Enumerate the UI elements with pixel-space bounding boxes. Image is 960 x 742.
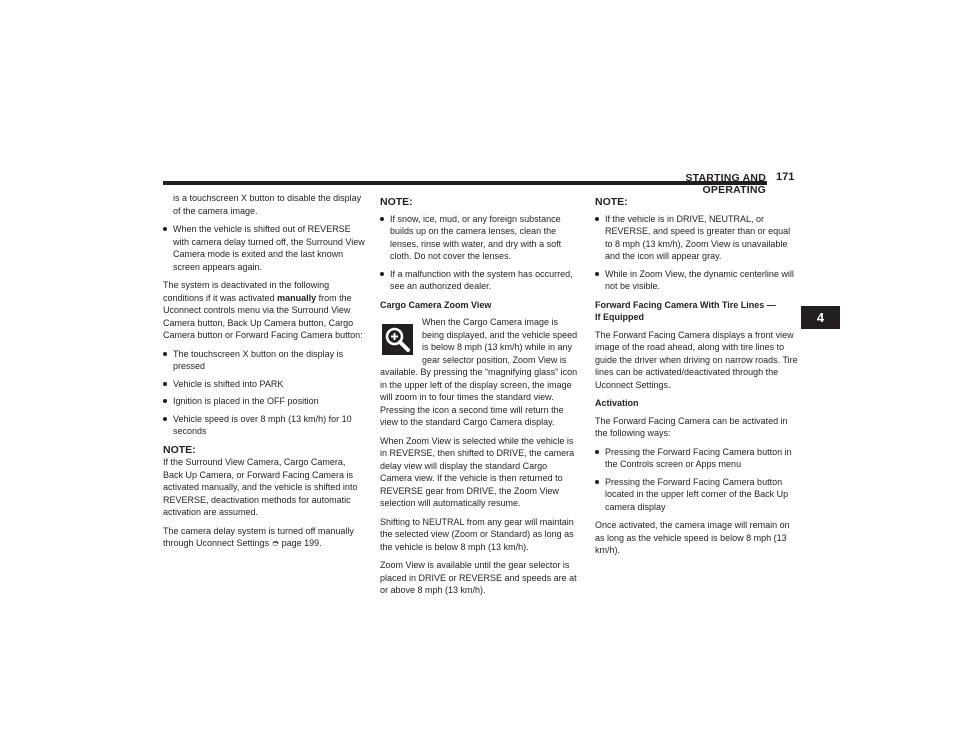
list-item: If a malfunction with the system has occurred, see an authorized dealer. [380, 268, 580, 293]
note-heading: NOTE: [380, 196, 413, 208]
forward-camera-paragraph: The Forward Facing Camera displays a front view image of the road ahead, along with tire lines to guide the driver when driving on narrow roads. Tire lines can be activated/deactivated through the Uconnect Settings. [595, 329, 798, 390]
list-item: Vehicle speed is over 8 mph (13 km/h) for 10 seconds [163, 413, 365, 438]
list-item: Vehicle is shifted into PARK [163, 378, 365, 391]
page-reference-icon: ➮ [271, 538, 280, 548]
emphasis-manually: manually [277, 292, 317, 303]
activation-paragraph: The Forward Facing Camera can be activated in the following ways: [595, 415, 788, 438]
column-3 [595, 192, 798, 563]
page-number: 171 [776, 171, 795, 183]
list-item: When the vehicle is shifted out of REVERSE with camera delay turned off, the Surround View Camera mode is exited and the last known screen appears again. [163, 223, 365, 273]
list-item: While in Zoom View, the dynamic centerline will not be visible. [595, 268, 798, 293]
activation-heading: Activation [595, 398, 639, 408]
zoom-view-paragraph: When the Cargo Camera image is being displayed, and the vehicle speed is below 8 mph (13 km/h) while in any gear selector position, Zoom View is available. By pressing the “magnifying glass” icon in the upper left of the display screen, the image will zoom in to four times the standard view. Pressing the icon a second time will return the view to the standard Cargo Camera display. [380, 317, 578, 427]
list-item: If the vehicle is in DRIVE, NEUTRAL, or REVERSE, and speed is greater than or equal to 8 mph (13 km/h), Zoom View is unavailable and the icon will appear gray. [595, 213, 798, 263]
neutral-paragraph: Shifting to NEUTRAL from any gear will maintain the selected view (Zoom or Standard) as long as the vehicle is below 8 mph (13 km/h). [380, 516, 574, 552]
list-item: Pressing the Forward Facing Camera button in the Controls screen or Apps menu [595, 446, 798, 471]
list-item: Ignition is placed in the OFF position [163, 395, 365, 408]
continued-paragraph: is a touchscreen X button to disable the display of the camera image. [173, 193, 362, 216]
magnifying-glass-icon [382, 324, 413, 355]
reverse-drive-paragraph: When Zoom View is selected while the vehicle is in REVERSE, then shifted to DRIVE, the camera delay view will display the standard Cargo Camera view. If the vehicle is then returned to REVERSE gear from DRIVE, the Zoom View selection will automatically resume. [380, 435, 575, 508]
zoom-view-block [380, 316, 580, 435]
note-paragraph: If the Surround View Camera, Cargo Camera, Back Up Camera, or Forward Facing Camera is activated manually, and the vehicle is shifted into REVERSE, deactivation methods for automatic activation are assumed. [163, 457, 358, 517]
deactivation-paragraph: The system is deactivated in the following conditions if it was activated manually from the Uconnect controls menu via the Surround View Camera button, Back Up Camera button, Cargo Camera button or Forward Facing Camera button: [163, 280, 363, 340]
availability-paragraph: Zoom View is available until the gear selector is placed in DRIVE or REVERSE and speeds are at or above 8 mph (13 km/h). [380, 560, 577, 595]
note-bullet-list [380, 213, 580, 293]
section-title: STARTING AND OPERATING [685, 172, 766, 196]
column-2 [380, 192, 580, 603]
reverse-bullet-list [163, 223, 365, 273]
note-heading: NOTE: [163, 443, 196, 456]
list-item: If snow, ice, mud, or any foreign substance builds up on the camera lenses, clean the lenses, rinse with water, and dry with a soft cloth. Do not cover the lenses. [380, 213, 580, 263]
chapter-tab: 4 [801, 306, 840, 329]
note-bullet-list [595, 213, 798, 293]
column-1 [163, 192, 365, 556]
once-activated-paragraph: Once activated, the camera image will remain on as long as the vehicle speed is below 8 mph (13 km/h). [595, 520, 790, 555]
zoom-view-heading: Cargo Camera Zoom View [380, 299, 492, 310]
delay-paragraph: The camera delay system is turned off manually through Uconnect Settings ➮ page 199. [163, 525, 354, 548]
activation-bullet-list [595, 446, 798, 514]
deactivation-bullet-list [163, 348, 365, 438]
forward-camera-heading: Forward Facing Camera With Tire Lines — If Equipped [595, 299, 776, 322]
list-item: Pressing the Forward Facing Camera button located in the upper left corner of the Back Up camera display [595, 476, 798, 514]
list-item: The touchscreen X button on the display is pressed [163, 348, 365, 373]
note-heading: NOTE: [595, 196, 628, 208]
